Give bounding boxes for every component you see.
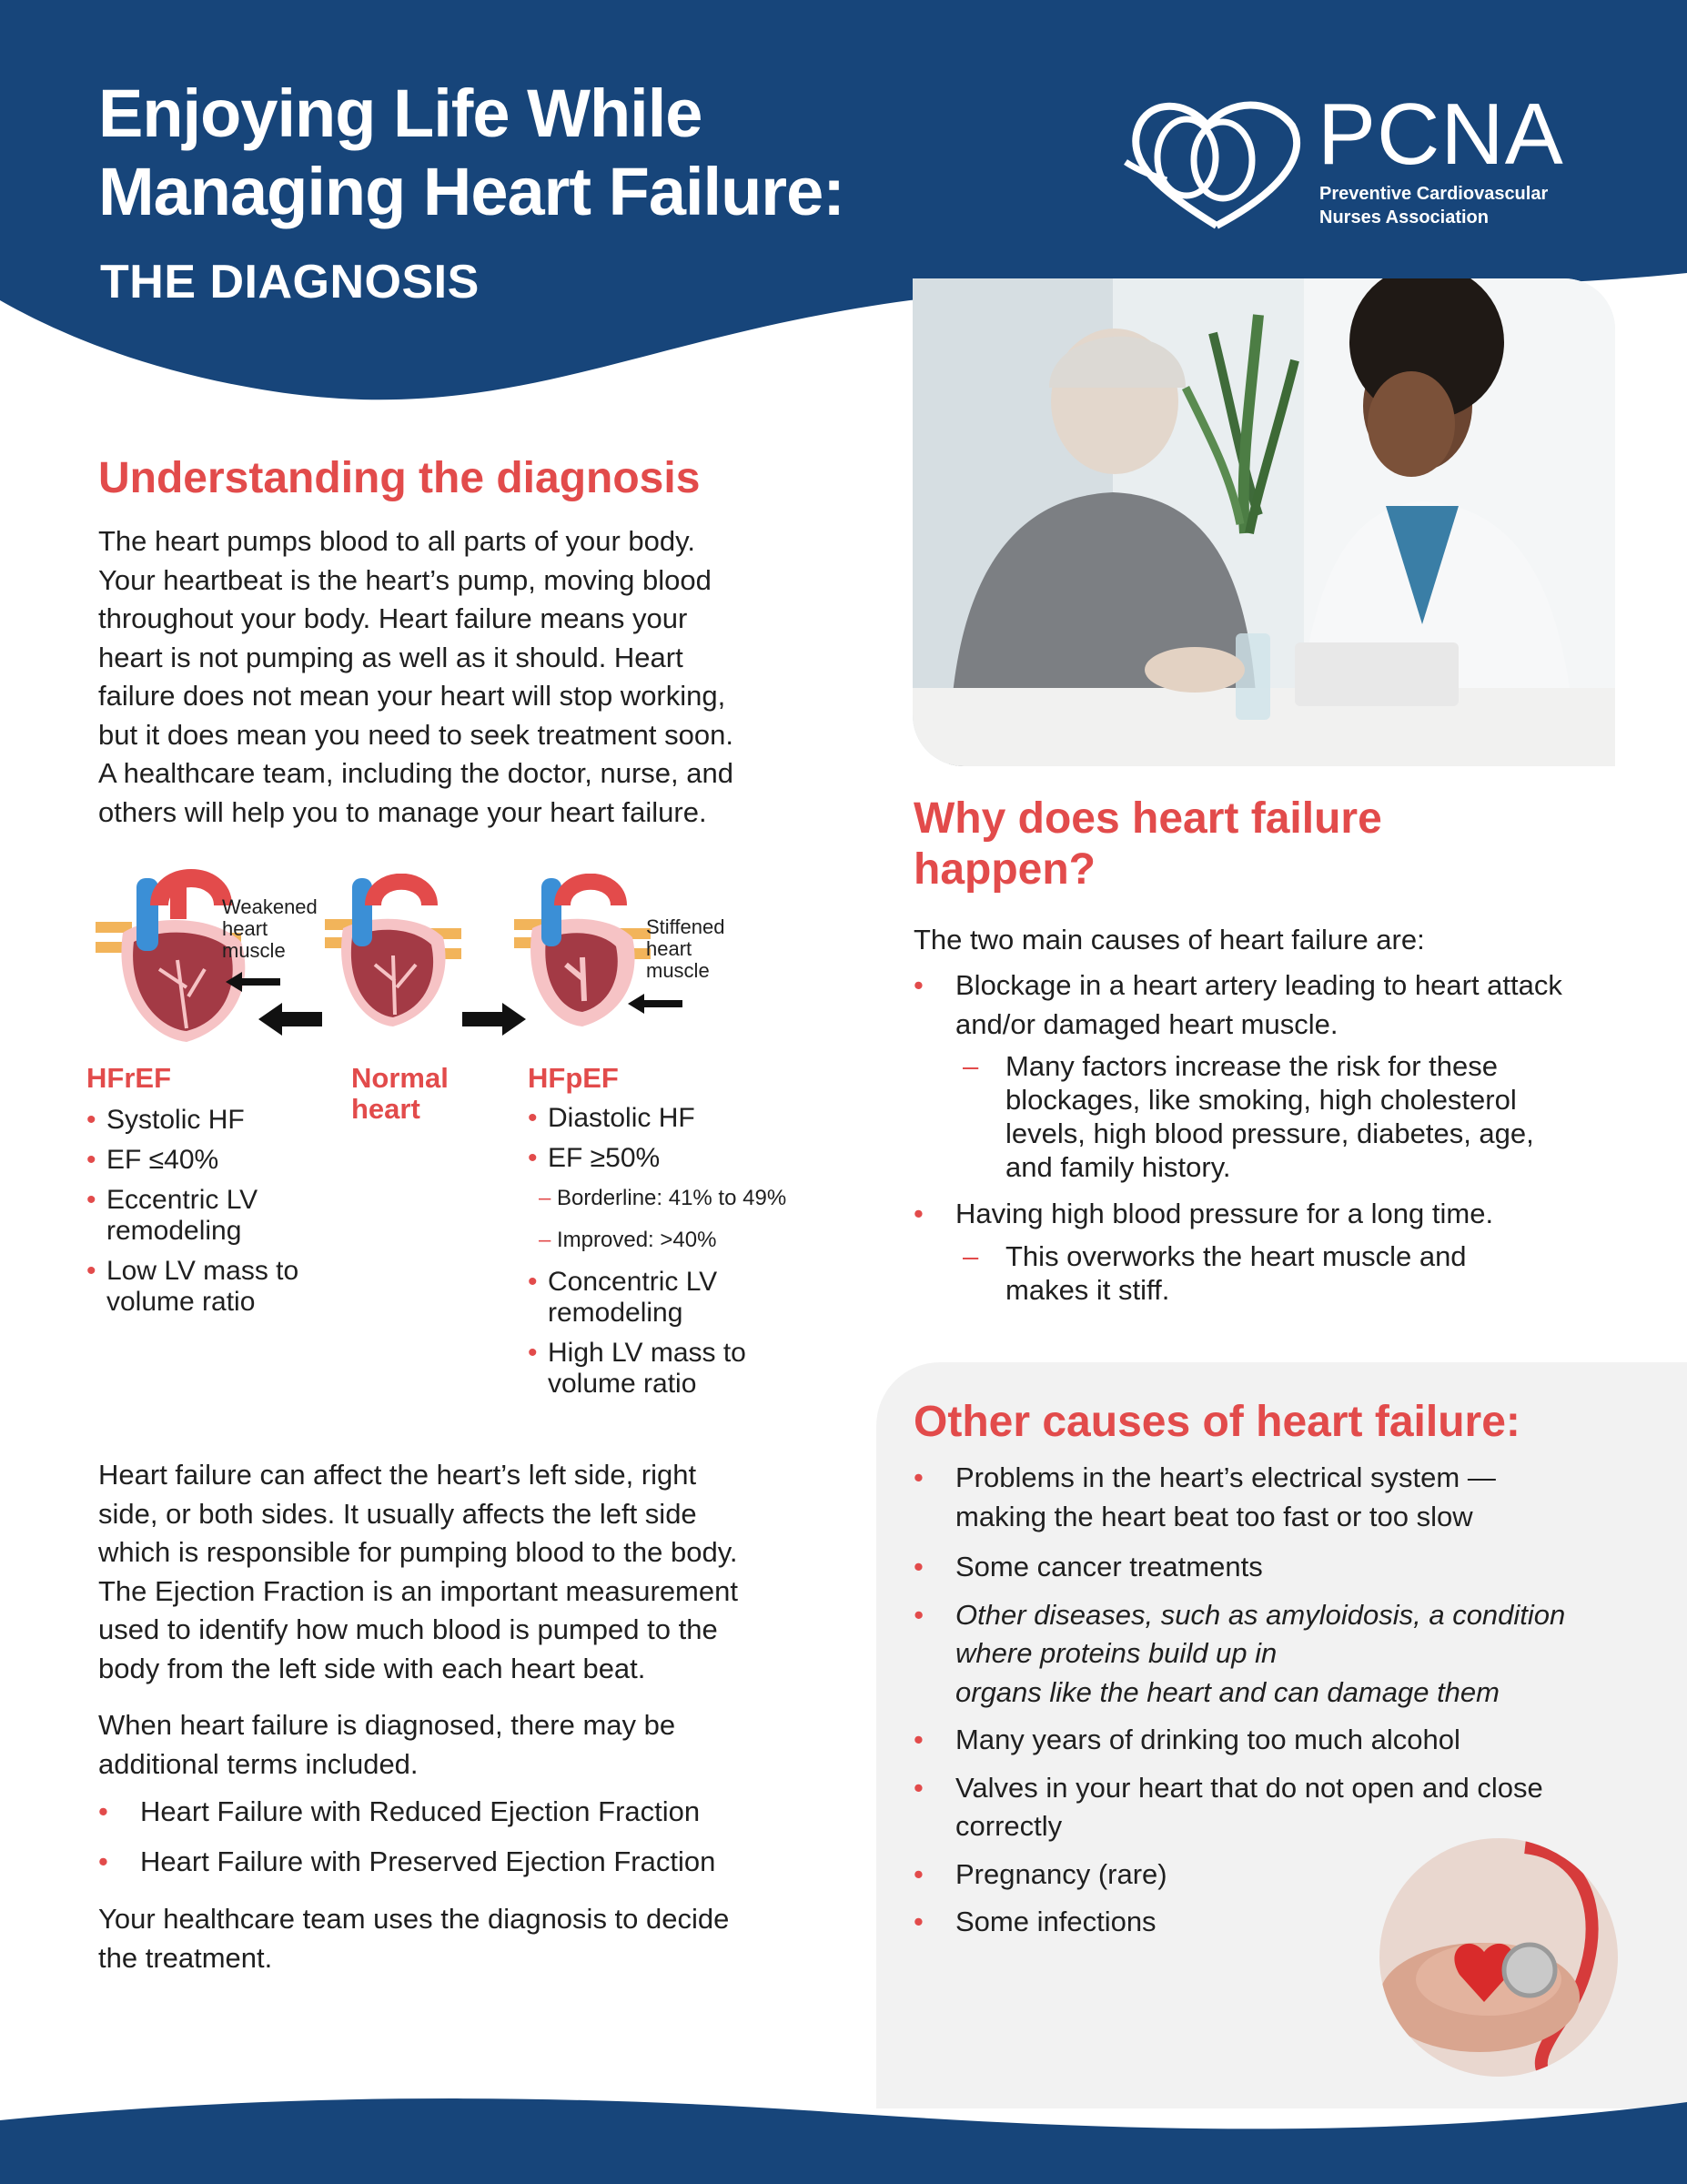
other-cause-item: • Pregnancy (rare) bbox=[914, 1855, 1669, 1895]
logo-sub-line-1: Preventive Cardiovascular bbox=[1319, 184, 1549, 204]
weakened-note-line: muscle bbox=[222, 939, 286, 962]
hfpef-item bbox=[528, 1338, 855, 1400]
other-cause-item bbox=[914, 1596, 1669, 1713]
closing-line: Your healthcare team uses the diagnosis to decide bbox=[98, 1903, 730, 1935]
sides-line: The Ejection Fraction is an important measurement bbox=[98, 1574, 738, 1607]
ef-term-item: • Heart Failure with Preserved Ejection Fraction bbox=[98, 1843, 844, 1882]
logo-subtitle bbox=[1319, 182, 1548, 229]
sides-line: side, or both sides. It usually affects the left side bbox=[98, 1497, 697, 1530]
why-cause-subitem bbox=[955, 1239, 1660, 1307]
understanding-line: The heart pumps blood to all parts of your body. bbox=[98, 525, 695, 557]
understanding-line: others will help you to manage your heart failure. bbox=[98, 795, 707, 828]
why-cause-subitem bbox=[955, 1049, 1660, 1184]
diagnosed-paragraph bbox=[98, 1706, 844, 1784]
hfref-item-line: remodeling bbox=[106, 1216, 242, 1246]
hfpef-column bbox=[528, 1063, 855, 1409]
hfref-list bbox=[86, 1105, 323, 1318]
ef-terms-list bbox=[98, 1793, 844, 1881]
title-line-2: Managing Heart Failure: bbox=[98, 154, 844, 229]
title-line-1: Enjoying Life While bbox=[98, 76, 702, 151]
understanding-line: failure does not mean your heart will stop working, bbox=[98, 680, 726, 712]
diagnosed-line: additional terms included. bbox=[98, 1747, 419, 1780]
other-cause-line: where proteins build up in bbox=[955, 1637, 1278, 1669]
heart-loop-icon bbox=[1121, 89, 1312, 244]
other-cause-line: Other diseases, such as amyloidosis, a condition bbox=[955, 1598, 1566, 1631]
hfpef-item-line: High LV mass to bbox=[548, 1338, 746, 1368]
why-cause-line: Blockage in a heart artery leading to heart attack bbox=[955, 969, 1562, 1001]
hfref-item: • EF ≤40% bbox=[86, 1145, 323, 1176]
logo-sub-line-2: Nurses Association bbox=[1319, 207, 1489, 228]
other-cause-line: making the heart beat too fast or too slow bbox=[955, 1500, 1473, 1532]
weakened-note-line: heart bbox=[222, 917, 268, 940]
hfref-item-line: Eccentric LV bbox=[106, 1185, 258, 1215]
sides-line: which is responsible for pumping blood to the body. bbox=[98, 1536, 738, 1568]
understanding-line: A healthcare team, including the doctor, nurse, and bbox=[98, 757, 733, 789]
hfref-column bbox=[86, 1063, 323, 1327]
why-sub-line: – Many factors increase the risk for these bbox=[1005, 1050, 1499, 1082]
why-heading-line: Why does heart failure bbox=[914, 794, 1382, 843]
hfref-item bbox=[86, 1185, 323, 1247]
sides-line: used to identify how much blood is pumped to the bbox=[98, 1613, 718, 1645]
normal-label bbox=[351, 1063, 449, 1125]
closing-paragraph bbox=[98, 1900, 844, 1977]
why-cause-sublist bbox=[955, 1049, 1660, 1184]
diagnosed-line: When heart failure is diagnosed, there may be bbox=[98, 1709, 676, 1741]
logo-wordmark: PCNA bbox=[1318, 86, 1564, 183]
why-sub-line: and family history. bbox=[1005, 1151, 1231, 1183]
hfpef-item: • Diastolic HF bbox=[528, 1103, 855, 1134]
why-cause-line: Having high blood pressure for a long time. bbox=[955, 1198, 1494, 1229]
other-cause-line: correctly bbox=[955, 1810, 1063, 1842]
hfpef-subitem: – Borderline: 41% to 49% bbox=[528, 1183, 855, 1214]
stiffened-note-line: muscle bbox=[646, 959, 710, 982]
why-heading-line: happen? bbox=[914, 845, 1096, 894]
other-causes-heading: Other causes of heart failure: bbox=[914, 1398, 1520, 1446]
understanding-line: throughout your body. Heart failure means your bbox=[98, 602, 688, 634]
normal-label-line: heart bbox=[351, 1093, 420, 1125]
other-cause-item bbox=[914, 1459, 1669, 1536]
hfref-label: HFrEF bbox=[86, 1062, 171, 1094]
closing-line: the treatment. bbox=[98, 1941, 273, 1974]
weakened-note bbox=[222, 896, 318, 962]
arrow-left-icon bbox=[628, 990, 682, 1017]
footer-wave bbox=[0, 2084, 1687, 2184]
why-sub-line: – This overworks the heart muscle and bbox=[1005, 1239, 1467, 1272]
other-cause-item: • Some cancer treatments bbox=[914, 1548, 1669, 1587]
hfref-item bbox=[86, 1256, 323, 1318]
weakened-note-line: Weakened bbox=[222, 895, 318, 918]
why-causes-list bbox=[914, 966, 1660, 1307]
why-cause-item bbox=[914, 966, 1660, 1184]
stiffened-note bbox=[646, 916, 724, 982]
why-cause-line: and/or damaged heart muscle. bbox=[955, 1007, 1338, 1040]
other-cause-line: organs like the heart and can damage them bbox=[955, 1675, 1500, 1708]
stiffened-note-line: heart bbox=[646, 937, 692, 960]
why-heading bbox=[914, 794, 1660, 895]
why-cause-item bbox=[914, 1195, 1660, 1307]
sides-line: Heart failure can affect the heart’s left side, right bbox=[98, 1459, 697, 1491]
why-sub-line: makes it stiff. bbox=[1005, 1273, 1170, 1306]
hfpef-list bbox=[528, 1103, 855, 1400]
hfpef-label: HFpEF bbox=[528, 1062, 619, 1094]
page-title bbox=[98, 75, 1063, 231]
other-cause-item bbox=[914, 1769, 1669, 1846]
hfpef-subitem: – Improved: >40% bbox=[528, 1225, 855, 1256]
sides-line: body from the left side with each heart beat. bbox=[98, 1652, 646, 1684]
hfpef-item: • EF ≥50% bbox=[528, 1143, 855, 1174]
hfpef-item-line: volume ratio bbox=[548, 1369, 697, 1399]
hfref-item: • Systolic HF bbox=[86, 1105, 323, 1136]
understanding-paragraph bbox=[98, 522, 844, 832]
hfref-item-line: Low LV mass to bbox=[106, 1256, 299, 1286]
understanding-line: heart is not pumping as well as it should. Heart bbox=[98, 641, 683, 673]
understanding-line: Your heartbeat is the heart’s pump, moving blood bbox=[98, 563, 712, 596]
other-cause-item: • Many years of drinking too much alcohol bbox=[914, 1721, 1669, 1760]
hfpef-item-line: Concentric LV bbox=[548, 1267, 718, 1297]
other-cause-item: • Some infections bbox=[914, 1903, 1669, 1942]
heart-normal-illustration bbox=[320, 874, 466, 1028]
arrow-right-icon bbox=[462, 1001, 526, 1037]
why-sub-line: blockages, like smoking, high cholesterol bbox=[1005, 1084, 1517, 1116]
arrow-left-icon bbox=[258, 1001, 322, 1037]
why-sub-line: levels, high blood pressure, diabetes, age, bbox=[1005, 1117, 1534, 1149]
other-cause-line: Valves in your heart that do not open and close bbox=[955, 1771, 1543, 1804]
arrow-left-icon bbox=[226, 968, 280, 996]
hfpef-item bbox=[528, 1267, 855, 1329]
why-intro: The two main causes of heart failure are: bbox=[914, 924, 1425, 956]
other-cause-line: Problems in the heart’s electrical system — bbox=[955, 1461, 1496, 1493]
hfref-item-line: volume ratio bbox=[106, 1287, 256, 1317]
sides-paragraph bbox=[98, 1456, 844, 1688]
understanding-heading: Understanding the diagnosis bbox=[98, 454, 701, 502]
page-subtitle: THE DIAGNOSIS bbox=[100, 256, 480, 308]
stiffened-note-line: Stiffened bbox=[646, 915, 725, 938]
why-cause-sublist bbox=[955, 1239, 1660, 1307]
normal-label-line: Normal bbox=[351, 1062, 449, 1094]
doctor-patient-photo bbox=[913, 278, 1615, 766]
understanding-line: but it does mean you need to seek treatment soon. bbox=[98, 718, 733, 751]
hfpef-item-line: remodeling bbox=[548, 1298, 683, 1328]
ef-term-item: • Heart Failure with Reduced Ejection Fraction bbox=[98, 1793, 844, 1832]
hands-heart-photo bbox=[1379, 1838, 1618, 2077]
